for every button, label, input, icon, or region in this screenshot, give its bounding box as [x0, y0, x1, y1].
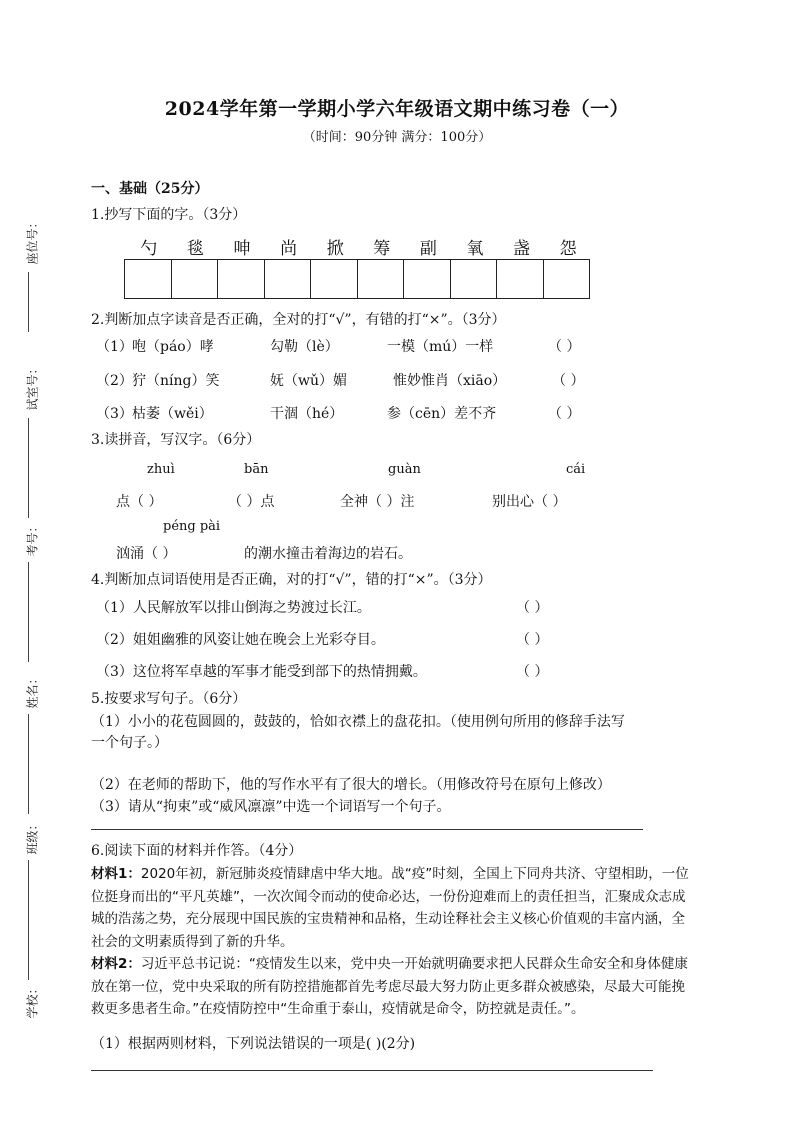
pinyin: guàn — [388, 462, 421, 477]
pinyin: zhuì — [147, 462, 175, 477]
copy-char: 怨 — [559, 239, 578, 259]
fill-in-word[interactable]: 全神（ ）注 — [340, 494, 415, 510]
copy-characters-row — [126, 234, 592, 259]
q4-sentence: （2）姐姐幽雅的风姿让她在晚会上光彩夺目。 — [96, 632, 385, 648]
pinyin: péng pài — [163, 519, 221, 534]
q5-task-3: （3）请从“拘束”或“威风凛凛”中选一个词语写一个句子。 — [91, 799, 451, 815]
writing-cell[interactable] — [311, 260, 358, 298]
answer-blank[interactable]: （ ） — [516, 664, 549, 680]
material-1-text: 2020年初，新冠肺炎疫情肆虐中华大地。战“疫”时刻，全国上下同舟共济、守望相助，一位位挺身而出的“平凡英雄”，一次次闻令而动的使命必达，一份份迎难而上的责任担当，汇聚成众志成城的浩荡之势，充分展现中国民族的宝贵精神和品格，生动诠释社会主义核心价值观的丰富内涵，全社会的文明素质得到了新的升华。 — [91, 866, 689, 950]
class-line — [28, 860, 29, 980]
writing-cell[interactable] — [544, 260, 590, 298]
q2-item: 枯萎（wěi） — [132, 406, 213, 422]
answer-blank[interactable]: （ ） — [548, 339, 581, 355]
answer-blank[interactable]: （ ） — [552, 373, 585, 389]
pinyin: bān — [244, 462, 269, 477]
copy-char: 筹 — [373, 239, 392, 259]
q5-task-1-cont: 一个句子。） — [91, 735, 168, 751]
fill-in-word[interactable]: 点（ ） — [116, 494, 163, 510]
writing-cell[interactable] — [125, 260, 172, 298]
writing-cell[interactable] — [497, 260, 544, 298]
section-title: 一、基础（25分） — [91, 181, 209, 197]
fill-in-word[interactable]: （ ）点 — [228, 494, 275, 510]
q2-row-number: （3） — [96, 406, 133, 422]
exam-room-line — [28, 418, 29, 518]
copy-char: 呻 — [233, 239, 252, 259]
q2-item: 参（cēn）差不齐 — [387, 406, 497, 422]
q4-sentence: （3）这位将军卓越的军事才能受到部下的热情拥戴。 — [96, 664, 427, 680]
copy-char: 副 — [419, 239, 438, 259]
page-subtitle: （时间：90分钟 满分：100分） — [302, 130, 492, 145]
copy-char: 尚 — [280, 239, 299, 259]
q2-row-number: （2） — [96, 373, 133, 389]
exam-number-line — [28, 562, 29, 662]
answer-blank[interactable]: （ ） — [516, 632, 549, 648]
pinyin: cái — [566, 462, 586, 477]
material-2-text: 习近平总书记说：“疫情发生以来，党中央一开始就明确要求把人民群众生命安全和身体健康放在第一位，党中央采取的所有防控措施都首先考虑尽最大努力防止更多群众被感染，尽最大可能挽救更多患者生命。”在疫情防控中“生命重于泰山，疫情就是命令，防控就是责任。”。 — [91, 956, 688, 1017]
fill-in-word[interactable]: 汹涌（ ） — [116, 546, 177, 562]
answer-blank[interactable]: （ ） — [516, 600, 549, 616]
question-6-label: 6.阅读下面的材料并作答。（4分） — [91, 843, 303, 859]
material-2 — [91, 953, 691, 1021]
q4-sentence: （1）人民解放军以排山倒海之势渡过长江。 — [96, 600, 371, 616]
question-3-label: 3.读拼音，写汉字。（6分） — [91, 432, 261, 448]
copy-char: 氧 — [466, 239, 485, 259]
answer-line[interactable] — [91, 1070, 653, 1071]
writing-grid[interactable] — [124, 259, 590, 299]
copy-char: 盏 — [513, 239, 532, 259]
q2-item: 咆（páo）哮 — [132, 339, 214, 355]
class-label: 班级： — [25, 818, 40, 855]
writing-cell[interactable] — [172, 260, 219, 298]
copy-char: 掀 — [326, 239, 345, 259]
q2-row-number: （1） — [96, 339, 133, 355]
school-label: 学校： — [25, 982, 40, 1019]
q5-task-1: （1）小小的花苞圆圆的，鼓鼓的，恰如衣襟上的盘花扣。（使用例句所用的修辞手法写 — [91, 714, 625, 730]
writing-cell[interactable] — [404, 260, 451, 298]
q2-item: 妩（wǔ）媚 — [270, 373, 347, 389]
copy-char: 勺 — [140, 239, 159, 259]
answer-line[interactable] — [91, 829, 643, 830]
q5-task-2: （2）在老师的帮助下，他的写作水平有了很大的增长。（用修改符号在原句上修改） — [91, 777, 611, 793]
exam-number-label: 考号： — [25, 520, 40, 557]
question-2-label: 2.判断加点字读音是否正确，全对的打“√”，有错的打“×”。（3分） — [91, 312, 506, 328]
seat-number-line — [28, 272, 29, 332]
material-2-label: 材料2： — [91, 956, 141, 972]
q6-subquestion-1: （1）根据两则材料，下列说法错误的一项是( )(2分) — [91, 1036, 416, 1052]
writing-cell[interactable] — [265, 260, 312, 298]
student-name-label: 姓名： — [25, 672, 40, 709]
page-title: 2024学年第一学期小学六年级语文期中练习卷（一） — [164, 98, 630, 120]
student-name-line — [28, 714, 29, 814]
question-1-label: 1.抄写下面的字。（3分） — [91, 207, 247, 223]
material-1-label: 材料1： — [91, 866, 141, 882]
q2-item: 干涸（hé） — [270, 406, 344, 422]
q2-item: 一模（mú）一样 — [387, 339, 494, 355]
material-1 — [91, 863, 691, 953]
exam-room-label: 试室号： — [25, 362, 40, 411]
answer-blank[interactable]: （ ） — [548, 406, 581, 422]
fill-in-word[interactable]: 别出心（ ） — [492, 494, 567, 510]
q2-item: 狞（níng）笑 — [132, 373, 220, 389]
question-4-label: 4.判断加点词语使用是否正确，对的打“√”，错的打“×”。（3分） — [91, 572, 492, 588]
sentence-text: 的潮水撞击着海边的岩石。 — [244, 546, 412, 562]
question-5-label: 5.按要求写句子。（6分） — [91, 691, 247, 707]
writing-cell[interactable] — [451, 260, 498, 298]
q2-item: 惟妙惟肖（xiāo） — [393, 373, 507, 389]
q2-item: 勾勒（lè） — [270, 339, 339, 355]
writing-cell[interactable] — [358, 260, 405, 298]
seat-number-label: 座位号： — [25, 216, 40, 265]
copy-char: 毯 — [186, 239, 205, 259]
writing-cell[interactable] — [218, 260, 265, 298]
